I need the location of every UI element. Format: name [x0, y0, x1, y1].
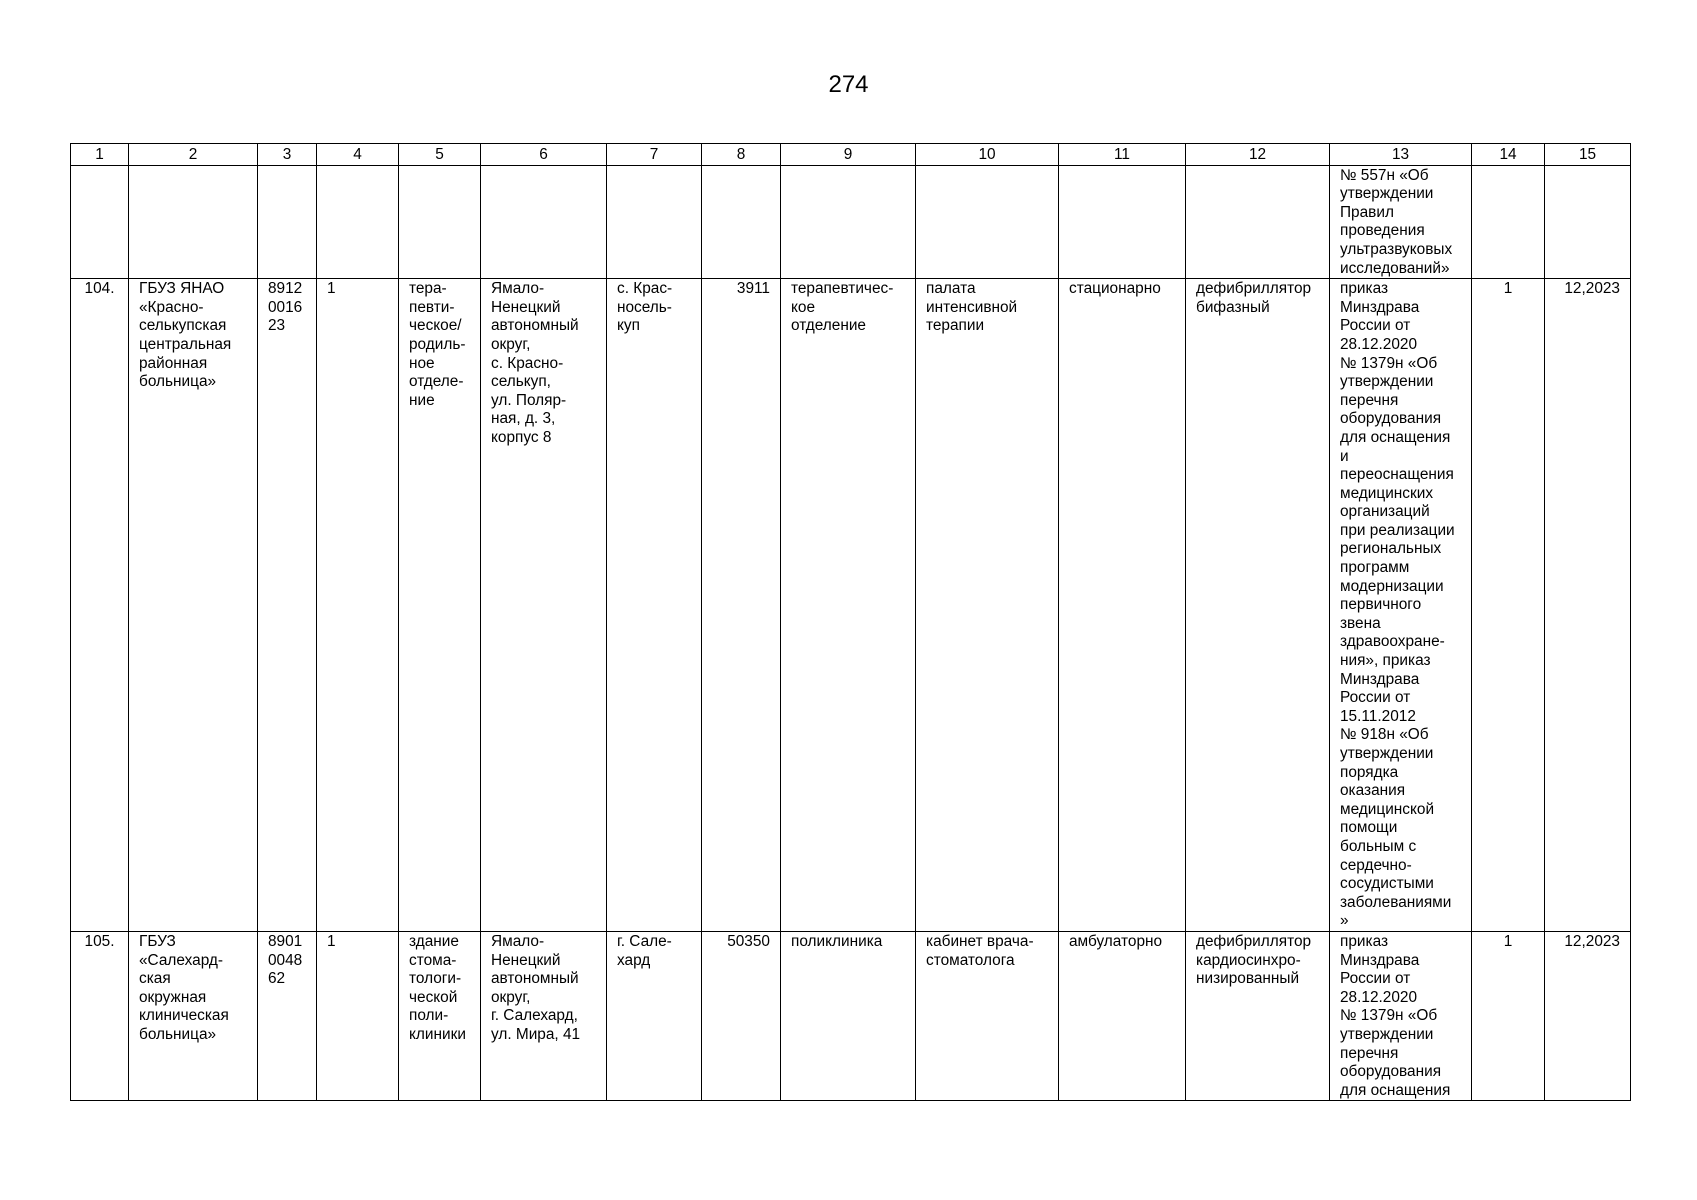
- table-cell-col-10: [916, 279, 1059, 932]
- column-number-14: 14: [1472, 144, 1545, 166]
- cell-line: г. Салехард,: [491, 1007, 578, 1025]
- cell-line: ческой: [409, 988, 458, 1006]
- cell-line: куп: [617, 317, 640, 335]
- cell-line: звена: [1340, 614, 1381, 632]
- cell-line: порядка: [1340, 763, 1399, 781]
- cell-line: 23: [268, 317, 286, 335]
- table-cell-col-4: [317, 165, 399, 279]
- table-cell-col-2: [129, 165, 258, 279]
- cell-line: больным с: [1340, 837, 1417, 855]
- cell-line: терапевтичес-: [791, 280, 894, 298]
- cell-line: при реализации: [1340, 521, 1455, 539]
- cell-line: селькуп,: [491, 373, 551, 391]
- table-cell-col-5: [399, 279, 481, 932]
- table-cell-col-13: [1330, 165, 1472, 279]
- cell-line: Ненецкий: [491, 298, 561, 316]
- table-cell-col-8: [702, 279, 781, 932]
- column-number-9: 9: [781, 144, 916, 166]
- cell-line: ультразвуковых: [1340, 240, 1453, 258]
- cell-line: поликлиника: [791, 932, 883, 950]
- cell-line: ное: [409, 354, 435, 372]
- cell-line: центральная: [139, 335, 232, 353]
- column-number-4: 4: [317, 144, 399, 166]
- cell-line: № 1379н «Об: [1340, 1007, 1438, 1025]
- cell-line: утверждении: [1340, 745, 1434, 762]
- cell-line: перечня: [1340, 1044, 1399, 1062]
- column-number-2: 2: [129, 144, 258, 166]
- table-cell-col-1: [71, 165, 129, 279]
- cell-line: Ямало-: [491, 280, 545, 298]
- cell-line: 1: [1503, 280, 1513, 298]
- cell-line: программ: [1340, 559, 1410, 577]
- cell-line: ческое/: [409, 317, 462, 335]
- cell-line: с. Красно-: [491, 354, 564, 372]
- table-cell-col-4: [317, 279, 399, 932]
- column-number-8: 8: [702, 144, 781, 166]
- table-cell-col-6: [481, 165, 607, 279]
- table-cell-col-5: [399, 931, 481, 1100]
- table-cell-col-10: [916, 165, 1059, 279]
- table-cell-col-1: [71, 279, 129, 932]
- cell-line: исследований»: [1340, 259, 1450, 277]
- column-number-10: 10: [916, 144, 1059, 166]
- cell-line: ул. Мира, 41: [491, 1025, 581, 1043]
- cell-line: тера-: [409, 280, 447, 298]
- cell-line: помощи: [1340, 819, 1398, 837]
- column-number-7: 7: [607, 144, 702, 166]
- table-cell-col-10: [916, 931, 1059, 1100]
- cell-line: бифазный: [1196, 298, 1270, 316]
- cell-line: 12,2023: [1564, 932, 1620, 950]
- table-cell-col-12: [1186, 165, 1330, 279]
- table-cell-col-13: [1330, 279, 1472, 932]
- table-cell-col-15: [1545, 931, 1631, 1100]
- cell-line: медицинской: [1340, 800, 1435, 818]
- cell-line: приказ: [1340, 280, 1389, 298]
- table-cell-col-8: [702, 165, 781, 279]
- cell-line: певти-: [409, 298, 455, 316]
- cell-line: утверждении: [1340, 373, 1434, 391]
- cell-line: Минздрава: [1340, 298, 1420, 316]
- cell-line: ГБУЗ: [139, 932, 176, 950]
- cell-line: 8901: [268, 932, 303, 950]
- table-cell-col-9: [781, 165, 916, 279]
- cell-line: 3911: [736, 280, 770, 298]
- table-cell-col-11: [1059, 279, 1186, 932]
- table-cell-col-8: [702, 931, 781, 1100]
- cell-line: автономный: [491, 317, 579, 335]
- cell-line: № 918н «Об: [1340, 726, 1429, 744]
- cell-line: 0048: [268, 951, 303, 969]
- cell-line: ная, д. 3,: [491, 410, 556, 428]
- cell-line: России от: [1340, 689, 1411, 707]
- table-cell-col-15: [1545, 165, 1631, 279]
- cell-line: клиники: [409, 1025, 466, 1043]
- table-cell-col-12: [1186, 931, 1330, 1100]
- table-cell-col-14: [1472, 279, 1545, 932]
- cell-line: оборудования: [1340, 1063, 1442, 1081]
- cell-line: сосудистыми: [1340, 875, 1434, 893]
- cell-line: оборудования: [1340, 410, 1442, 428]
- cell-line: 50350: [727, 932, 770, 950]
- cell-line: амбулаторно: [1069, 932, 1163, 950]
- cell-line: 105.: [84, 932, 115, 950]
- cell-line: проведения: [1340, 222, 1425, 240]
- cell-line: Ямало-: [491, 932, 545, 950]
- table-cell-col-5: [399, 165, 481, 279]
- cell-line: дефибриллятор: [1196, 932, 1312, 950]
- table-cell-col-6: [481, 279, 607, 932]
- column-number-row: [71, 144, 1631, 166]
- cell-line: № 1379н «Об: [1340, 354, 1438, 372]
- table-cell-col-14: [1472, 165, 1545, 279]
- cell-line: окружная: [139, 988, 207, 1006]
- cell-line: стома-: [409, 951, 457, 969]
- cell-line: 28.12.2020: [1340, 335, 1418, 353]
- cell-line: ул. Поляр-: [491, 391, 567, 409]
- cell-line: России от: [1340, 317, 1411, 335]
- cell-line: 62: [268, 970, 286, 988]
- cell-line: утверждении: [1340, 1025, 1434, 1043]
- cell-line: оказания: [1340, 782, 1406, 800]
- cell-line: стоматолога: [926, 951, 1015, 969]
- table-cell-col-9: [781, 931, 916, 1100]
- cell-line: селькупская: [139, 317, 227, 335]
- cell-line: организаций: [1340, 503, 1430, 521]
- table-cell-col-6: [481, 931, 607, 1100]
- cell-line: № 557н «Об: [1340, 166, 1429, 184]
- cell-line: хард: [617, 951, 651, 969]
- table-cell-col-4: [317, 931, 399, 1100]
- table-cell-col-11: [1059, 165, 1186, 279]
- table-cell-col-7: [607, 165, 702, 279]
- cell-line: 1: [327, 280, 336, 298]
- column-number-3: 3: [258, 144, 317, 166]
- cell-line: родиль-: [409, 335, 466, 353]
- cell-line: перечня: [1340, 391, 1399, 409]
- column-number-1: 1: [71, 144, 129, 166]
- table-row: [71, 165, 1631, 279]
- cell-line: 15.11.2012: [1340, 707, 1416, 725]
- cell-line: округ,: [491, 335, 531, 353]
- table-cell-col-14: [1472, 931, 1545, 1100]
- cell-line: Ненецкий: [491, 951, 561, 969]
- column-number-15: 15: [1545, 144, 1631, 166]
- cell-line: дефибриллятор: [1196, 280, 1312, 298]
- cell-line: терапии: [926, 317, 985, 335]
- cell-line: ская: [139, 970, 171, 988]
- cell-line: носель-: [617, 298, 672, 316]
- cell-line: Правил: [1340, 203, 1394, 221]
- table-cell-col-7: [607, 931, 702, 1100]
- cell-line: Минздрава: [1340, 670, 1420, 688]
- table-cell-col-2: [129, 279, 258, 932]
- cell-line: с. Крас-: [617, 280, 673, 298]
- cell-line: 1: [1503, 932, 1513, 950]
- cell-line: первичного: [1340, 596, 1422, 614]
- cell-line: корпус 8: [491, 428, 552, 446]
- cell-line: клиническая: [139, 1007, 229, 1025]
- cell-line: отделе-: [409, 373, 464, 391]
- cell-line: для оснащения: [1340, 428, 1451, 446]
- cell-line: 104.: [84, 280, 115, 298]
- table-cell-col-12: [1186, 279, 1330, 932]
- cell-line: 28.12.2020: [1340, 988, 1418, 1006]
- cell-line: автономный: [491, 970, 579, 988]
- cell-line: здание: [409, 932, 459, 950]
- cell-line: 8912: [268, 280, 303, 298]
- cell-line: ния», приказ: [1340, 652, 1431, 670]
- table-cell-col-3: [258, 279, 317, 932]
- cell-line: палата: [926, 280, 976, 298]
- cell-line: модернизации: [1340, 577, 1444, 595]
- cell-line: больница»: [139, 373, 217, 391]
- column-number-12: 12: [1186, 144, 1330, 166]
- cell-line: утверждении: [1340, 185, 1434, 203]
- table-cell-col-7: [607, 279, 702, 932]
- cell-line: 12,2023: [1564, 280, 1620, 298]
- cell-line: приказ: [1340, 932, 1389, 950]
- cell-line: интенсивной: [926, 298, 1018, 316]
- cell-line: округ,: [491, 988, 531, 1006]
- column-number-13: 13: [1330, 144, 1472, 166]
- cell-line: »: [1340, 912, 1349, 930]
- cell-line: и: [1340, 447, 1349, 465]
- column-number-6: 6: [481, 144, 607, 166]
- table-row: [71, 279, 1631, 932]
- cell-line: 1: [327, 932, 336, 950]
- cell-line: здравоохране-: [1340, 633, 1445, 651]
- cell-line: кардиосинхро-: [1196, 951, 1301, 969]
- cell-line: «Красно-: [139, 298, 204, 316]
- table-cell-col-2: [129, 931, 258, 1100]
- cell-line: тологи-: [409, 970, 462, 988]
- page-number: 274: [828, 71, 869, 98]
- cell-line: районная: [139, 354, 208, 372]
- cell-line: низированный: [1196, 970, 1300, 988]
- cell-line: стационарно: [1069, 280, 1161, 298]
- cell-line: больница»: [139, 1025, 217, 1043]
- cell-line: России от: [1340, 970, 1411, 988]
- cell-line: заболеваниями: [1340, 893, 1452, 911]
- column-number-11: 11: [1059, 144, 1186, 166]
- table-body: [71, 165, 1631, 1101]
- table-cell-col-3: [258, 931, 317, 1100]
- cell-line: кое: [791, 298, 816, 316]
- table-cell-col-9: [781, 279, 916, 932]
- cell-line: для оснащения: [1340, 1081, 1451, 1099]
- cell-line: сердечно-: [1340, 856, 1412, 874]
- table-cell-col-3: [258, 165, 317, 279]
- cell-line: медицинских: [1340, 484, 1434, 502]
- cell-line: «Салехард-: [139, 951, 224, 969]
- cell-line: 0016: [268, 298, 303, 316]
- cell-line: г. Сале-: [617, 932, 672, 950]
- table-cell-col-1: [71, 931, 129, 1100]
- cell-line: кабинет врача-: [926, 932, 1034, 950]
- cell-line: ГБУЗ ЯНАО: [139, 280, 225, 298]
- table-cell-col-15: [1545, 279, 1631, 932]
- cell-line: Минздрава: [1340, 951, 1420, 969]
- cell-line: отделение: [791, 317, 866, 335]
- table-cell-col-13: [1330, 931, 1472, 1100]
- table-cell-col-11: [1059, 931, 1186, 1100]
- table-row: [71, 931, 1631, 1100]
- cell-line: поли-: [409, 1007, 449, 1025]
- equipment-register-table: [70, 143, 1631, 1101]
- cell-line: региональных: [1340, 540, 1442, 558]
- cell-line: ние: [409, 391, 435, 409]
- cell-line: переоснащения: [1340, 466, 1454, 484]
- column-number-5: 5: [399, 144, 481, 166]
